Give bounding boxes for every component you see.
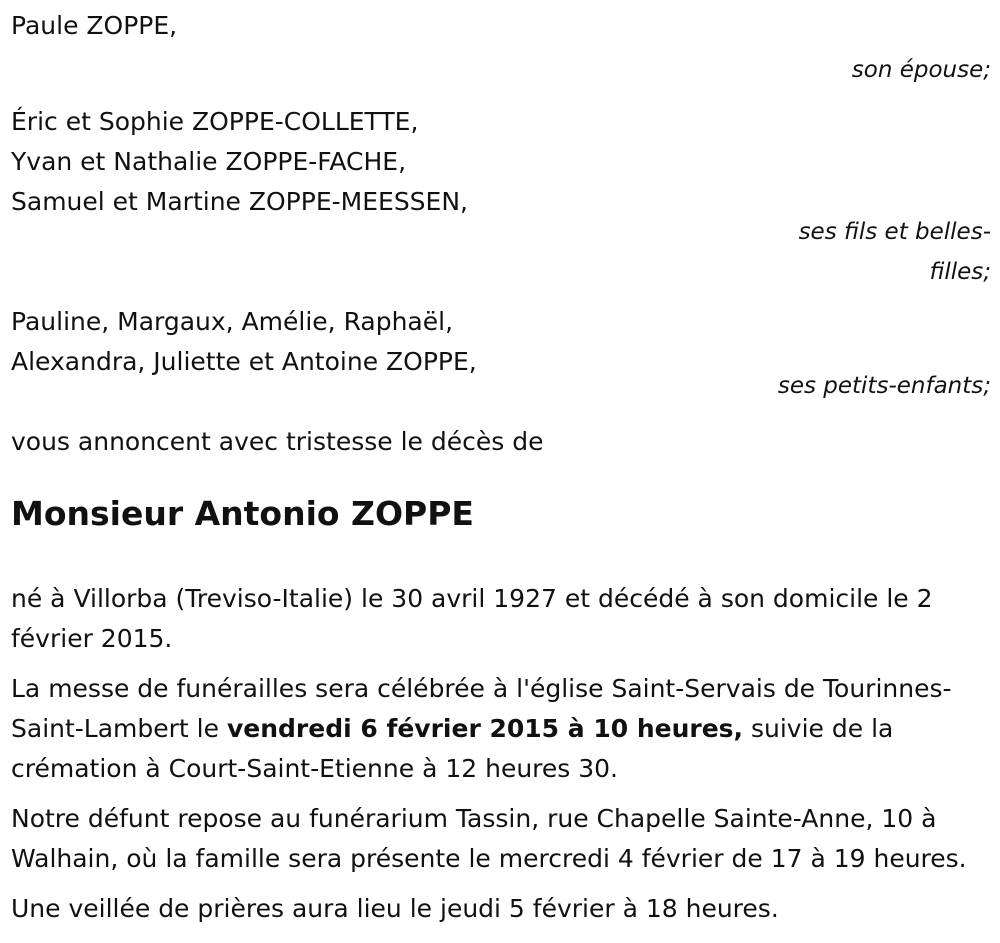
- funeral-text-after: suivie de la crémation à Court-Saint-Etienne à 12 heures 30.: [11, 714, 894, 783]
- announcement-text: vous annoncent avec tristesse le décès de: [11, 427, 544, 456]
- child-couple-1: Éric et Sophie ZOPPE-COLLETTE,: [11, 107, 419, 136]
- child-couple-2: Yvan et Nathalie ZOPPE-FACHE,: [11, 147, 407, 176]
- funeral-date-emphasis: vendredi 6 février 2015 à 10 heures,: [226, 714, 744, 743]
- visitation-paragraph: Notre défunt repose au funérarium Tassin, rue Chapelle Sainte-Anne, 10 à Walhain, où la famille sera présente le mercredi 4 février de 17 à 19 heures.: [11, 804, 967, 873]
- children-relation-line2: filles;: [929, 259, 991, 285]
- spouse-section: [11, 6, 991, 90]
- funeral-paragraph: [11, 669, 986, 789]
- grandchildren-section: [11, 302, 991, 406]
- obituary-notice: [11, 6, 991, 939]
- funeral-text-before: La messe de funérailles sera célébrée à l'église Saint-Servais de Tourinnes-Saint-Lambert le: [11, 674, 952, 743]
- grandchildren-line-1: Pauline, Margaux, Amélie, Raphaël,: [11, 307, 454, 336]
- deceased-name: Monsieur Antonio ZOPPE: [11, 494, 474, 533]
- birth-death-paragraph: né à Villorba (Treviso-Italie) le 30 avril 1927 et décédé à son domicile le 2 février 2015.: [11, 584, 933, 653]
- spouse-name: Paule ZOPPE,: [11, 11, 178, 40]
- children-relation-line1: ses fils et belles-: [798, 219, 991, 245]
- children-section: [11, 102, 991, 292]
- spouse-relation: son épouse;: [851, 57, 991, 83]
- grandchildren-line-2: Alexandra, Juliette et Antoine ZOPPE,: [11, 347, 477, 376]
- grandchildren-relation: ses petits-enfants;: [777, 373, 991, 399]
- vigil-paragraph: Une veillée de prières aura lieu le jeudi 5 février à 18 heures.: [11, 894, 779, 923]
- child-couple-3: Samuel et Martine ZOPPE-MEESSEN,: [11, 187, 468, 216]
